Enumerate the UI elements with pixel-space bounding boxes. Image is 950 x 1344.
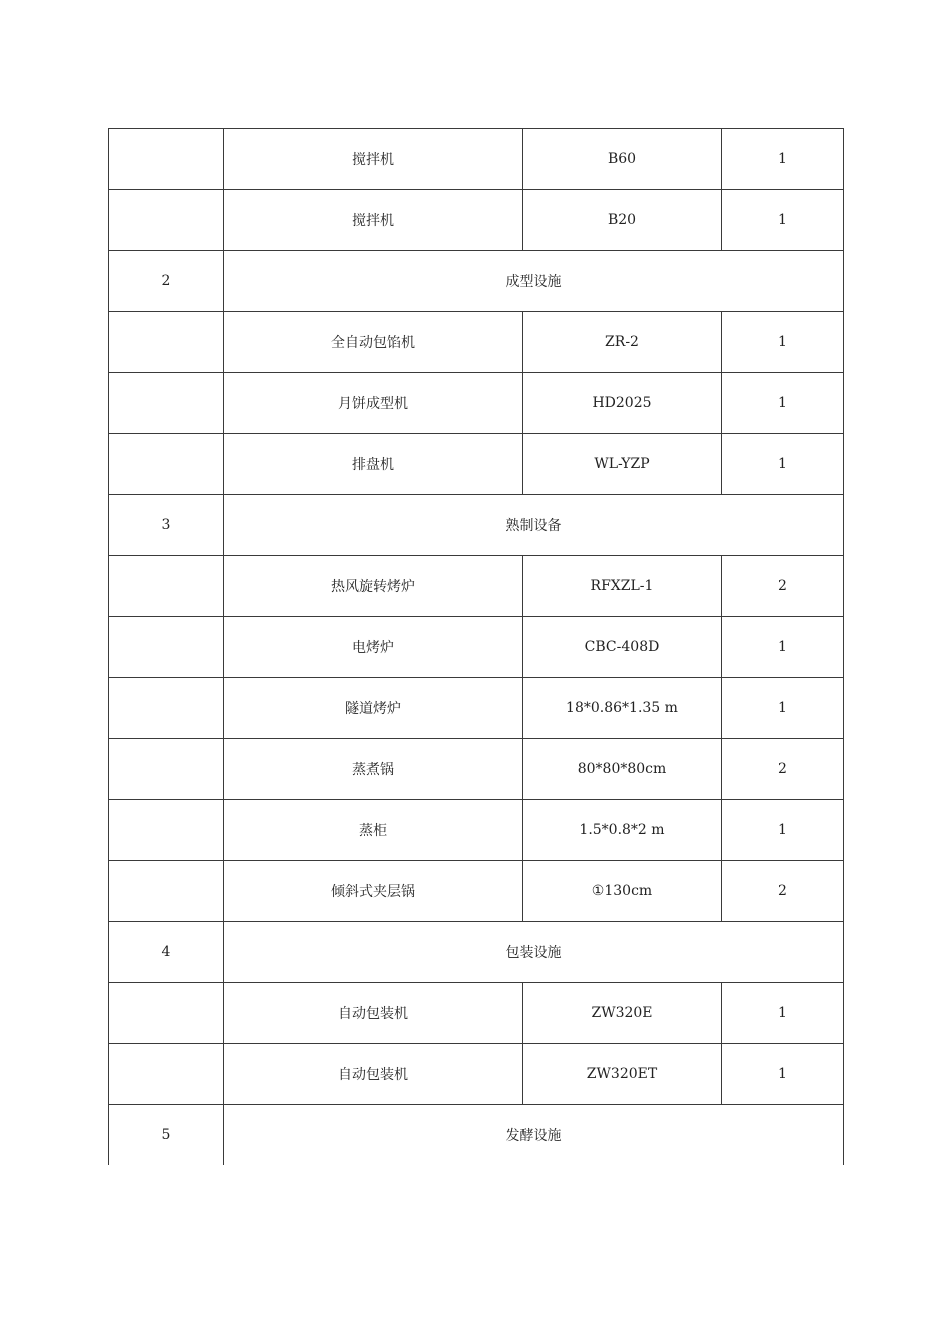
quantity-cell: 1 [722, 129, 844, 190]
category-index-cell: 3 [109, 495, 224, 556]
equipment-name-cell: 蒸煮锅 [224, 739, 523, 800]
index-cell [109, 678, 224, 739]
table-row [109, 129, 844, 190]
equipment-name-cell: 倾斜式夹层锅 [224, 861, 523, 922]
model-cell: B20 [523, 190, 722, 251]
quantity-cell: 1 [722, 800, 844, 861]
category-index-cell: 2 [109, 251, 224, 312]
table-row [109, 861, 844, 922]
equipment-table [108, 128, 844, 1165]
category-row [109, 251, 844, 312]
category-row [109, 1105, 844, 1166]
category-row [109, 495, 844, 556]
equipment-name-cell: 自动包装机 [224, 983, 523, 1044]
index-cell [109, 312, 224, 373]
model-cell: CBC-408D [523, 617, 722, 678]
table-row [109, 190, 844, 251]
quantity-cell: 1 [722, 678, 844, 739]
table-row [109, 739, 844, 800]
equipment-name-cell: 隧道烤炉 [224, 678, 523, 739]
equipment-name-cell: 排盘机 [224, 434, 523, 495]
table-row [109, 373, 844, 434]
index-cell [109, 190, 224, 251]
quantity-cell: 1 [722, 434, 844, 495]
table-row [109, 1044, 844, 1105]
model-cell: 18*0.86*1.35 m [523, 678, 722, 739]
model-cell: B60 [523, 129, 722, 190]
category-title-cell: 发酵设施 [224, 1105, 844, 1166]
index-cell [109, 617, 224, 678]
equipment-name-cell: 搅拌机 [224, 190, 523, 251]
index-cell [109, 983, 224, 1044]
quantity-cell: 1 [722, 1044, 844, 1105]
category-title-cell: 包装设施 [224, 922, 844, 983]
index-cell [109, 556, 224, 617]
equipment-name-cell: 蒸柜 [224, 800, 523, 861]
category-title-cell: 熟制设备 [224, 495, 844, 556]
model-cell: RFXZL-1 [523, 556, 722, 617]
index-cell [109, 861, 224, 922]
table-row [109, 312, 844, 373]
quantity-cell: 2 [722, 739, 844, 800]
table-row [109, 678, 844, 739]
category-row [109, 922, 844, 983]
table-row [109, 617, 844, 678]
model-cell: 80*80*80cm [523, 739, 722, 800]
table-row [109, 983, 844, 1044]
quantity-cell: 2 [722, 556, 844, 617]
quantity-cell: 1 [722, 373, 844, 434]
model-cell: ZW320E [523, 983, 722, 1044]
model-cell: HD2025 [523, 373, 722, 434]
quantity-cell: 1 [722, 190, 844, 251]
index-cell [109, 434, 224, 495]
model-cell: ①130cm [523, 861, 722, 922]
model-cell: ZR-2 [523, 312, 722, 373]
category-title-cell: 成型设施 [224, 251, 844, 312]
category-index-cell: 4 [109, 922, 224, 983]
model-cell: 1.5*0.8*2 m [523, 800, 722, 861]
equipment-table-body [109, 129, 844, 1166]
quantity-cell: 1 [722, 983, 844, 1044]
quantity-cell: 1 [722, 312, 844, 373]
equipment-name-cell: 电烤炉 [224, 617, 523, 678]
table-row [109, 434, 844, 495]
table-row [109, 556, 844, 617]
model-cell: WL-YZP [523, 434, 722, 495]
equipment-name-cell: 热风旋转烤炉 [224, 556, 523, 617]
index-cell [109, 373, 224, 434]
quantity-cell: 1 [722, 617, 844, 678]
equipment-name-cell: 全自动包馅机 [224, 312, 523, 373]
model-cell: ZW320ET [523, 1044, 722, 1105]
quantity-cell: 2 [722, 861, 844, 922]
index-cell [109, 800, 224, 861]
index-cell [109, 1044, 224, 1105]
equipment-name-cell: 月饼成型机 [224, 373, 523, 434]
table-row [109, 800, 844, 861]
category-index-cell: 5 [109, 1105, 224, 1166]
equipment-name-cell: 搅拌机 [224, 129, 523, 190]
index-cell [109, 129, 224, 190]
equipment-name-cell: 自动包装机 [224, 1044, 523, 1105]
index-cell [109, 739, 224, 800]
